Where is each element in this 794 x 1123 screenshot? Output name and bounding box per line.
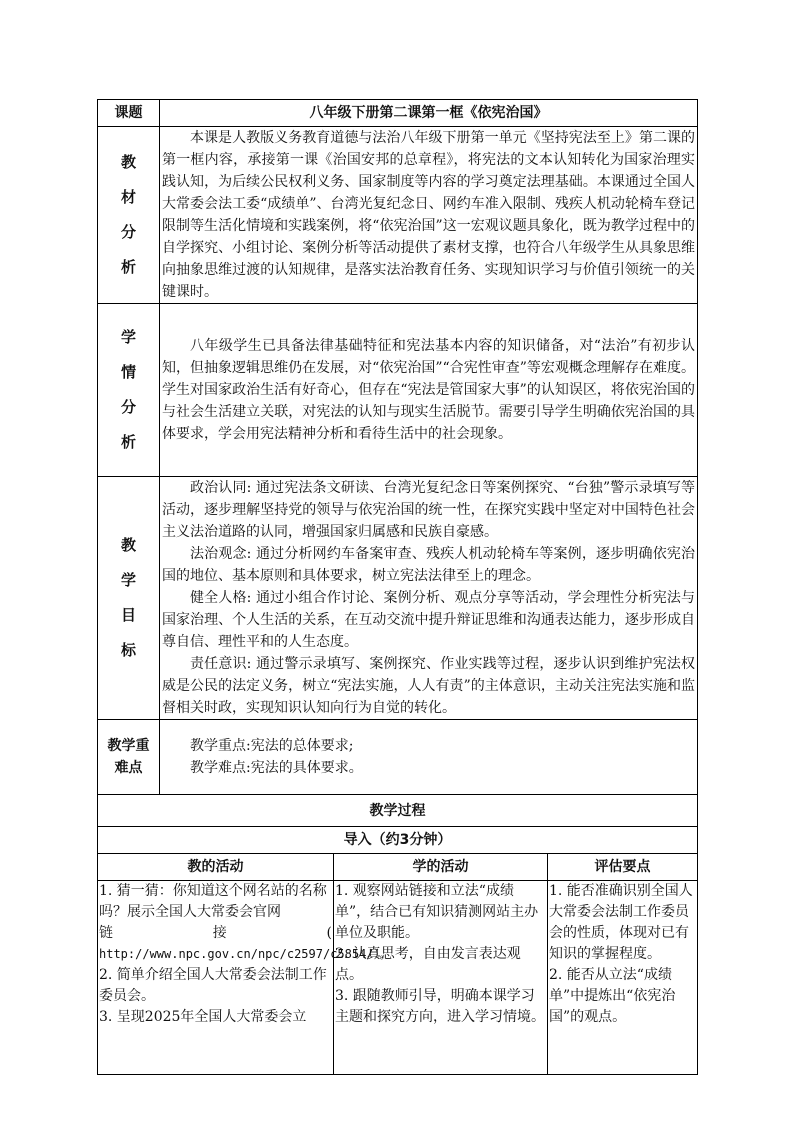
- objective-personality: 健全人格: 通过小组合作讨论、案例分析、观点分享等活动，学会理性分析宪法与国家治理、个人生活的关系，在互动交流中提升辩证思维和沟通表达能力，逐步形成自尊自信、理性平和的人生态度。: [162, 590, 696, 650]
- evaluation-header: 评估要点: [548, 854, 698, 881]
- link-line: 链 接 (: [99, 925, 332, 941]
- topic-label: 课题: [98, 100, 160, 127]
- activity-row: [98, 881, 698, 1075]
- teacher-activity-2: 2. 简单介绍全国人大常委会法制工作委员会。: [99, 967, 327, 1004]
- evaluation-2: 2. 能否从立法“成绩单”中提炼出“依宪治国”的观点。: [549, 967, 676, 1025]
- textbook-analysis-label: 教 材 分 析: [98, 127, 160, 304]
- process-title-row: [98, 795, 698, 827]
- header-row: [98, 100, 698, 127]
- student-activity-1: 1. 观察网站链接和立法“成绩单”，结合已有知识猜测网站主办单位及职能。: [335, 883, 539, 941]
- process-title: 教学过程: [98, 795, 698, 827]
- key-points-text: [160, 720, 698, 795]
- student-activity-header: 学的活动: [334, 854, 548, 881]
- lesson-plan-table: [97, 99, 698, 1075]
- intro-row: [98, 827, 698, 854]
- student-activity-3: 3. 跟随教师引导，明确本课学习主题和探究方向，进入学习情境。: [335, 988, 545, 1025]
- objectives-text: [160, 477, 698, 720]
- key-points-label: 教学重 难点: [98, 720, 160, 795]
- textbook-analysis-text: 本课是人教版义务教育道德与法治八年级下册第一单元《坚持宪法至上》第二课的第一框内容，承接第一课《治国安邦的总章程》，将宪法的文本认知转化为国家治理实践认知，为后续公民权利义务、国家制度等内容的学习奠定法理基础。本课通过全国人大常委会法工委“成绩单”、台湾光复纪念日、网约车准入限制、残疾人机动轮椅车登记限制等生活化情境和实践案例，将“依宪治国”这一宏观议题具象化，既为教学过程中的自学探究、小组讨论、案例分析等活动提供了素材支撑，也符合八年级学生从具象思维向抽象思维过渡的认知规律，是落实法治教育任务、实现知识学习与价值引领统一的关键课时。: [160, 127, 698, 304]
- student-activity-2: 2. 认真思考，自由发言表达观点。: [335, 946, 521, 983]
- npc-link[interactable]: http://www.npc.gov.cn/npc/c2597/c5854/）。: [99, 947, 392, 961]
- evaluation-1: 1. 能否准确识别全国人大常委会法制工作委员会的性质，体现对已有知识的掌握程度。: [549, 883, 693, 962]
- key-points-row: [98, 720, 698, 795]
- learner-analysis-row: [98, 304, 698, 477]
- teacher-activity-1: 1. 猜一猜：你知道这个网名站的名称吗？展示全国人大常委会官网: [99, 883, 327, 920]
- learner-analysis-label: 学 情 分 析: [98, 304, 160, 477]
- teaching-difficulty: 教学难点:宪法的具体要求。: [190, 760, 363, 776]
- teaching-focus: 教学重点:宪法的总体要求;: [190, 738, 354, 754]
- objective-legal: 法治观念: 通过分析网约车备案审查、残疾人机动轮椅车等案例，逐步明确依宪治国的地位、基本原则和具体要求，树立宪法法律至上的理念。: [162, 546, 696, 584]
- teacher-activity-cell: [98, 881, 392, 1075]
- student-activity-cell: [334, 881, 548, 1075]
- objective-political: 政治认同: 通过宪法条文研读、台湾光复纪念日等案例探究、“台独”警示录填写等活动，逐步理解坚持党的领导与依宪治国的统一性，在探究实践中坚定对中国特色社会主义法治道路的认同，增强国家归属感和民族自豪感。: [162, 480, 696, 540]
- textbook-analysis-row: [98, 127, 698, 304]
- teacher-activity-header: 教的活动: [98, 854, 334, 881]
- objectives-label: 教 学 目 标: [98, 477, 160, 720]
- teacher-activity-3: 3. 呈现2025年全国人大常委会立: [99, 1009, 307, 1025]
- objectives-row: [98, 477, 698, 720]
- intro-title: 导入（约3分钟）: [98, 827, 698, 854]
- learner-analysis-text: 八年级学生已具备法律基础特征和宪法基本内容的知识储备，对“法治”有初步认知，但抽象逻辑思维仍在发展，对“依宪治国”“合宪性审查”等宏观概念理解存在难度。学生对国家政治生活有好奇心，但存在“宪法是管国家大事”的认知误区，将依宪治国的与社会生活建立关联，对宪法的认知与现实生活脱节。需要引导学生明确依宪治国的具体要求，学会用宪法精神分析和看待生活中的社会现象。: [160, 304, 698, 477]
- evaluation-cell: [548, 881, 698, 1075]
- objective-responsibility: 责任意识: 通过警示录填写、案例探究、作业实践等过程，逐步认识到维护宪法权威是公民的法定义务，树立“宪法实施，人人有责”的主体意识，主动关注宪法实施和监督相关时政，实现知识认知向行为自觉的转化。: [162, 656, 696, 716]
- column-header-row: [98, 854, 698, 881]
- lesson-title: 八年级下册第二课第一框《依宪治国》: [160, 100, 698, 127]
